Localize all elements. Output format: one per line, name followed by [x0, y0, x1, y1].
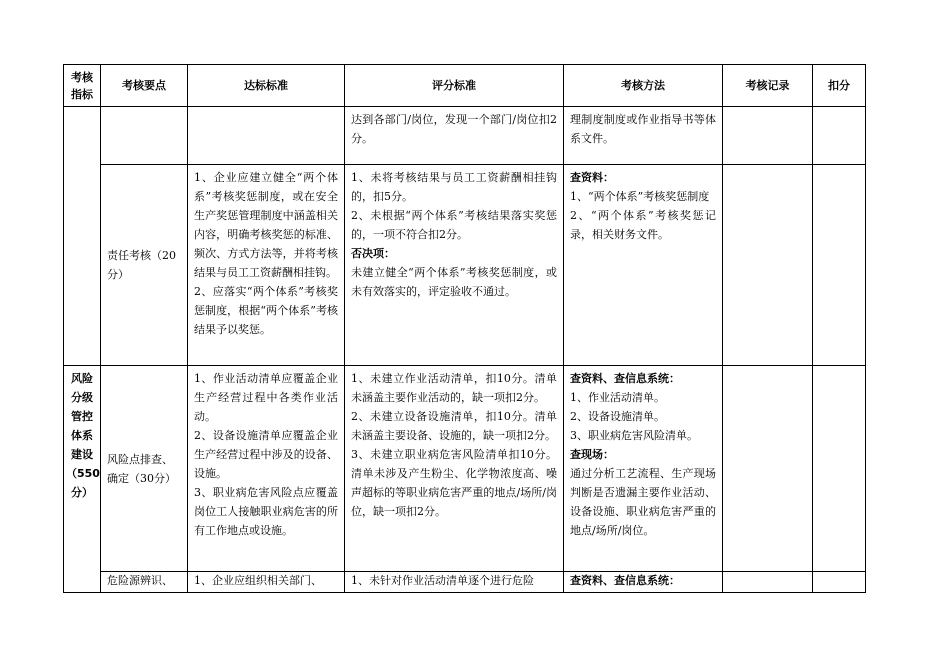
record-cell [723, 107, 813, 165]
method-item: 2、设备设施清单。 [570, 410, 665, 423]
scoring-text: 达到各部门/岗位，发现一个部门/岗位扣2分。 [351, 113, 557, 145]
veto-heading: 否决项： [351, 247, 395, 260]
method-item: 1、作业活动清单。 [570, 391, 665, 404]
method-heading: 查资料： [570, 171, 614, 184]
scoring-item: 3、未建立职业病危害风险清单扣10分。清单未涉及产生粉尘、化学物浓度高、噪声超标的等职业病危害严重的地点/场所/岗位，缺一项扣2分。 [351, 448, 557, 518]
point-text: 风险点排查、确定（30分） [107, 452, 176, 485]
scoring-item: 1、未针对作业活动清单逐个进行危险 [351, 574, 534, 587]
method-text: 理制度制度或作业指导书等体系文件。 [570, 113, 716, 145]
assessment-table [63, 64, 866, 593]
header-deduct: 扣分 [813, 65, 866, 107]
method-heading-site: 查现场： [570, 448, 614, 461]
standard-cell [188, 165, 345, 366]
header-point: 考核要点 [101, 65, 188, 107]
method-cell [564, 107, 723, 165]
standard-item: 3、职业病危害风险点应覆盖岗位工人接触职业病危害的所有工作地点或设施。 [194, 486, 338, 537]
standard-item: 1、企业应组织相关部门、 [194, 574, 322, 587]
method-extra: 通过分析工艺流程、生产现场判断是否遗漏主要作业活动、设备设施、职业病危害严重的地点/场所/岗位。 [570, 467, 716, 537]
header-standard: 达标标准 [188, 65, 345, 107]
scoring-cell [345, 366, 564, 572]
standard-cell [188, 107, 345, 165]
scoring-item: 1、未建立作业活动清单，扣10分。清单未涵盖主要作业活动的，缺一项扣2分。 [351, 372, 557, 404]
header-record: 考核记录 [723, 65, 813, 107]
point-text: 责任考核（20分） [107, 249, 176, 281]
record-cell [723, 165, 813, 366]
standard-item: 2、设备设施清单应覆盖企业生产经营过程中涉及的设备、设施。 [194, 429, 338, 480]
header-indicator: 考核指标 [64, 65, 101, 107]
scoring-item: 2、未建立设备设施清单，扣10分。清单未涵盖主要设备、设施的，缺一项扣2分。 [351, 410, 557, 442]
scoring-cell [345, 572, 564, 593]
method-heading: 查资料、查信息系统： [570, 574, 680, 587]
deduct-cell [813, 366, 866, 572]
table-row [64, 366, 866, 572]
scoring-item: 2、未根据“两个体系”考核结果落实奖惩的，一项不符合扣2分。 [351, 209, 557, 241]
veto-text: 未建立健全“两个体系”考核奖惩制度，或未有效落实的，评定验收不通过。 [351, 266, 557, 298]
method-cell [564, 366, 723, 572]
standard-item: 2、应落实“两个体系”考核奖惩制度，根据“两个体系”考核结果予以奖惩。 [194, 285, 338, 336]
scoring-item: 1、未将考核结果与员工工资薪酬相挂钩的，扣5分。 [351, 171, 557, 203]
method-cell [564, 572, 723, 593]
indicator-cell-empty [64, 107, 101, 366]
header-scoring: 评分标准 [345, 65, 564, 107]
standard-cell [188, 572, 345, 593]
table-row [64, 572, 866, 593]
indicator-cell [64, 366, 101, 593]
standard-item: 1、作业活动清单应覆盖企业生产经营过程中各类作业活动。 [194, 372, 338, 423]
point-cell [101, 165, 188, 366]
header-row [64, 65, 866, 107]
point-cell [101, 572, 188, 593]
point-cell [101, 107, 188, 165]
record-cell [723, 366, 813, 572]
method-heading: 查资料、查信息系统： [570, 372, 680, 385]
table-row [64, 165, 866, 366]
scoring-cell [345, 107, 564, 165]
table-row [64, 107, 866, 165]
point-cell [101, 366, 188, 572]
point-text: 危险源辨识、 [107, 574, 173, 587]
standard-cell [188, 366, 345, 572]
standard-item: 1、企业应建立健全“两个体系”考核奖惩制度，或在安全生产奖惩管理制度中涵盖相关内容，明确考核奖惩的标准、频次、方式方法等，并将考核结果与员工工资薪酬相挂钩。 [194, 171, 338, 279]
indicator-text: 风险分级管控体系建设（550分） [66, 372, 100, 499]
record-cell [723, 572, 813, 593]
method-cell [564, 165, 723, 366]
method-item: 1、“两个体系”考核奖惩制度 [570, 190, 710, 203]
deduct-cell [813, 572, 866, 593]
header-method: 考核方法 [564, 65, 723, 107]
deduct-cell [813, 165, 866, 366]
method-item: 3、职业病危害风险清单。 [570, 429, 698, 442]
method-item: 2、“两个体系”考核奖惩记录，相关财务文件。 [570, 209, 716, 241]
scoring-cell [345, 165, 564, 366]
deduct-cell [813, 107, 866, 165]
